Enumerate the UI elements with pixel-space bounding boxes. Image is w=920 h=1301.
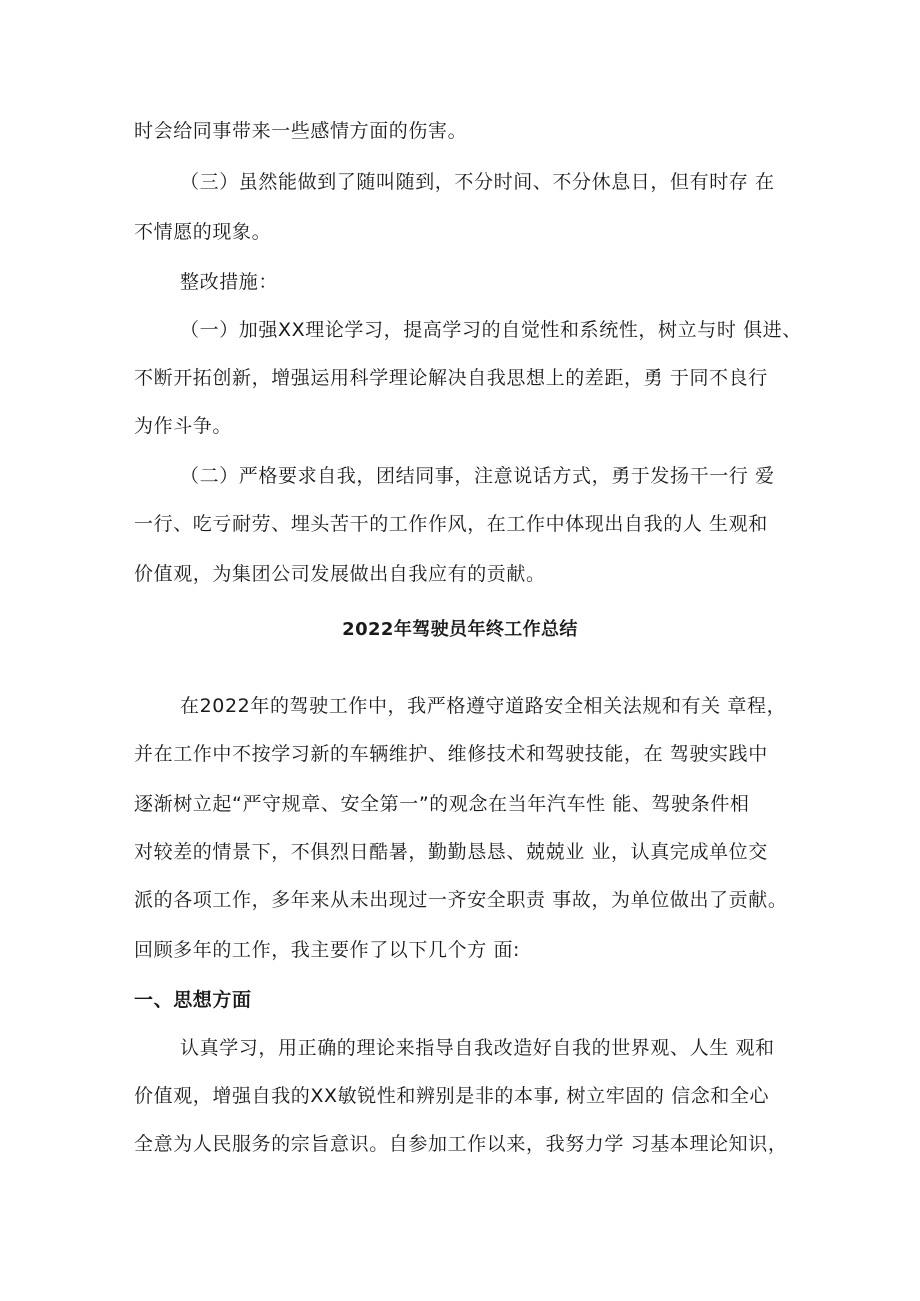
paragraph-line: 不断开拓创新，增强运用科学理论解决自我思想上的差距，勇 于同不良行 [134,367,768,389]
paragraph-line: 整改措施： [180,271,279,293]
section-heading: 一、思想方面 [134,989,252,1011]
paragraph-line: 一行、吃亏耐劳、埋头苦干的工作作风，在工作中体现出自我的人 生观和 [134,513,768,535]
paragraph-line: 并在工作中不按学习新的车辆维护、维修技术和驾驶技能，在 驾驶实践中 [134,743,768,765]
paragraph-line: 逐渐树立起“严守规章、安全第一”的观念在当年汽车性 能、驾驶条件相 [134,793,750,815]
paragraph-line: 对较差的情景下，不俱烈日酷暑，勤勤恳恳、兢兢业 业，认真完成单位交 [134,841,768,863]
paragraph-line: （三）虽然能做到了随叫随到，不分时间、不分休息日，但有时存 在 [180,171,775,193]
paragraph-line: 在2022年的驾驶工作中，我严格遵守道路安全相关法规和有关 章程， [180,695,787,717]
paragraph-line: 认真学习，用正确的理论来指导自我改造好自我的世界观、人生 观和 [180,1037,775,1059]
paragraph-line: 价值观，为集团公司发展做出自我应有的贡献。 [134,563,546,585]
paragraph-line: 时会给同事带来一些感情方面的伤害。 [134,120,468,142]
paragraph-line: （二）严格要求自我，团结同事，注意说话方式，勇于发扬干一行 爱 [180,465,775,487]
paragraph-line: 全意为人民服务的宗旨意识。自参加工作以来，我努力学 习基本理论知识， [134,1133,788,1155]
paragraph-line: 不情愿的现象。 [134,221,272,243]
document-title: 2022年驾驶员年终工作总结 [342,619,578,640]
paragraph-line: 派的各项工作，多年来从未出现过一齐安全职责 事故，为单位做出了贡献。 [134,889,788,911]
paragraph-line: 价值观，增强自我的XX敏锐性和辨别是非的本事, 树立牢固的 信念和全心 [134,1085,770,1107]
paragraph-line: （一）加强XX理论学习，提高学习的自觉性和系统性，树立与时 俱进、 [180,319,802,341]
paragraph-line: 为作斗争。 [134,415,233,437]
paragraph-line: 回顾多年的工作，我主要作了以下几个方 面: [134,939,521,961]
